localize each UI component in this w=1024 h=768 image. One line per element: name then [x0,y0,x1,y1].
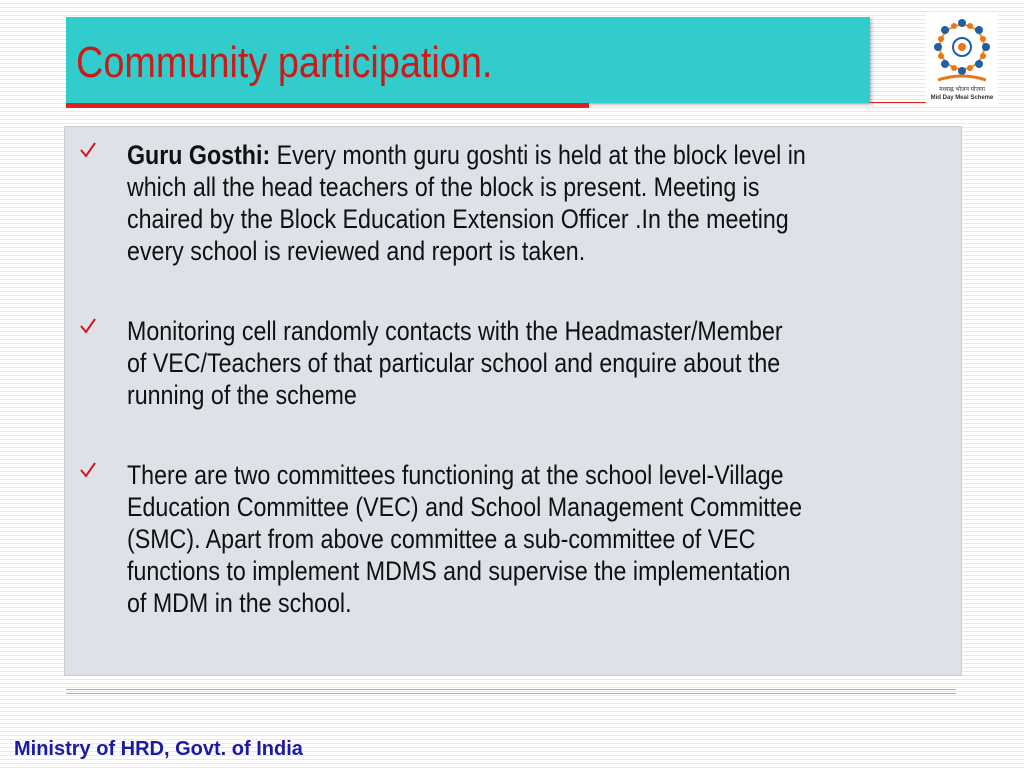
title-rule-line [870,102,930,103]
bullet-line: Monitoring cell randomly contacts with the Headmaster/Member [127,316,783,346]
bullet-line: Guru Gosthi: Every month guru goshti is held at the block level in [127,140,806,170]
footer-ministry-text: Ministry of HRD, Govt. of India [14,738,303,760]
slide-title: Community participation. [76,38,493,87]
bullet-text [127,139,957,267]
bullet-line: chaired by the Block Education Extension Officer .In the meeting [127,204,789,234]
logo-hindi-text: मध्याह्न भोजन योजना [939,87,985,93]
bullet-line: every school is reviewed and report is taken. [127,236,586,266]
bullet-line: which all the head teachers of the block is present. Meeting is [127,172,760,202]
title-underline [66,103,589,108]
mdm-logo [926,14,998,106]
checkmark-icon [79,317,97,335]
content-panel [64,126,962,676]
bullet-line: (SMC). Apart from above committee a sub-committee of VEC [127,524,756,554]
bullet-line: of MDM in the school. [127,588,352,618]
checkmark-icon [79,461,97,479]
bottom-divider-line [66,693,956,694]
mdm-logo-emblem-icon [926,14,998,86]
bullet-line: Education Committee (VEC) and School Management Committee [127,492,802,522]
bullet-label: Guru Gosthi: [127,140,271,170]
bullet-line: functions to implement MDMS and supervise the implementation [127,556,791,586]
bullet-line: of VEC/Teachers of that particular school and enquire about the [127,348,781,378]
logo-name-text: Mid Day Meal Scheme [930,95,994,101]
bullet-text [127,315,957,411]
checkmark-icon [79,141,97,159]
bullet-line: running of the scheme [127,380,357,410]
bullet-line: There are two committees functioning at the school level-Village [127,460,784,490]
bottom-divider-line [66,689,956,690]
bullet-text [127,459,957,619]
title-banner [66,17,870,103]
